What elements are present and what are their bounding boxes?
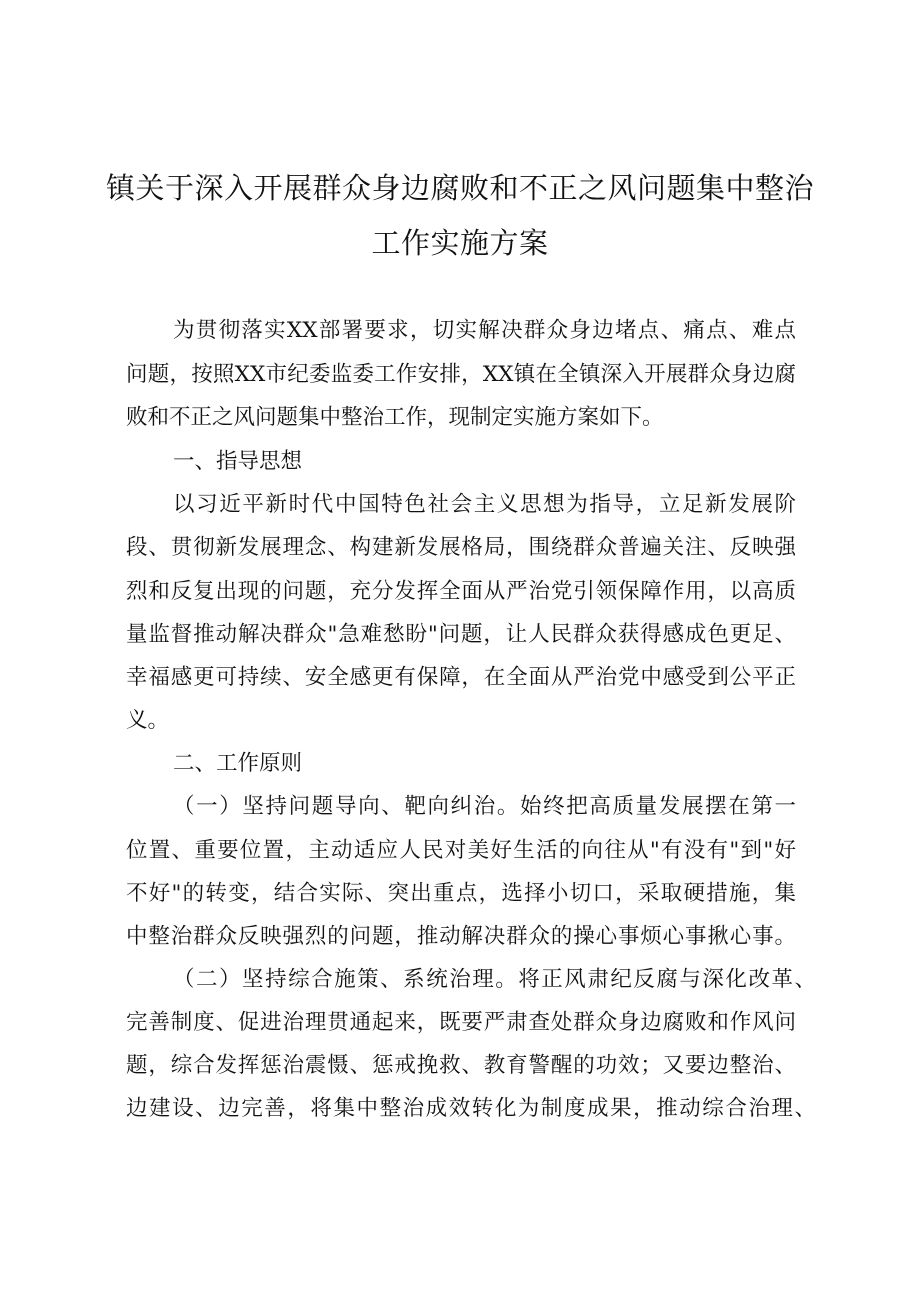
section-heading: 一、指导思想 [173,449,303,474]
paragraph-line: 中整治群众反映强烈的问题，推动解决群众的操心事烦心事揪心事。 [126,924,796,949]
paragraph-line: 位置、重要位置，主动适应人民对美好生活的向往从"有没有"到"好 [126,838,796,863]
paragraph-line: 段、贯彻新发展理念、构建新发展格局，围绕群众普遍关注、反映强 [126,535,796,560]
section-heading: 二、工作原则 [173,751,303,776]
paragraph-line: 题，综合发挥惩治震慑、惩戒挽救、教育警醒的功效；又要边整治、 [126,1053,796,1078]
paragraph-line: 烈和反复出现的问题，充分发挥全面从严治党引领保障作用，以高质 [126,579,796,604]
paragraph-line: 败和不正之风问题集中整治工作，现制定实施方案如下。 [126,405,664,430]
paragraph-line: （二）坚持综合施策、系统治理。将正风肃纪反腐与深化改革、 [173,967,816,992]
paragraph-line: 幸福感更可持续、安全感更有保障，在全面从严治党中感受到公平正 [126,665,796,690]
document-title-line-1: 镇关于深入开展群众身边腐败和不正之风问题集中整治 [105,171,814,205]
paragraph-line: 以习近平新时代中国特色社会主义思想为指导，立足新发展阶 [173,492,796,517]
paragraph-line: 边建设、边完善，将集中整治成效转化为制度成果，推动综合治理、 [126,1096,816,1121]
paragraph-line: 不好"的转变，结合实际、突出重点，选择小切口，采取硬措施，集 [126,881,796,906]
paragraph-line: 问题，按照XX市纪委监委工作安排，XX镇在全镇深入开展群众身边腐 [126,362,796,387]
document-title-line-2: 工作实施方案 [371,226,549,260]
paragraph-line: 为贯彻落实XX部署要求，切实解决群众身边堵点、痛点、难点 [173,318,796,343]
paragraph-line: 量监督推动解决群众"急难愁盼"问题，让人民群众获得感成色更足、 [126,622,796,647]
paragraph-line: （一）坚持问题导向、靶向纠治。始终把高质量发展摆在第一 [173,794,796,819]
paragraph-line: 义。 [126,708,170,733]
paragraph-line: 完善制度、促进治理贯通起来，既要严肃查处群众身边腐败和作风问 [126,1010,796,1035]
